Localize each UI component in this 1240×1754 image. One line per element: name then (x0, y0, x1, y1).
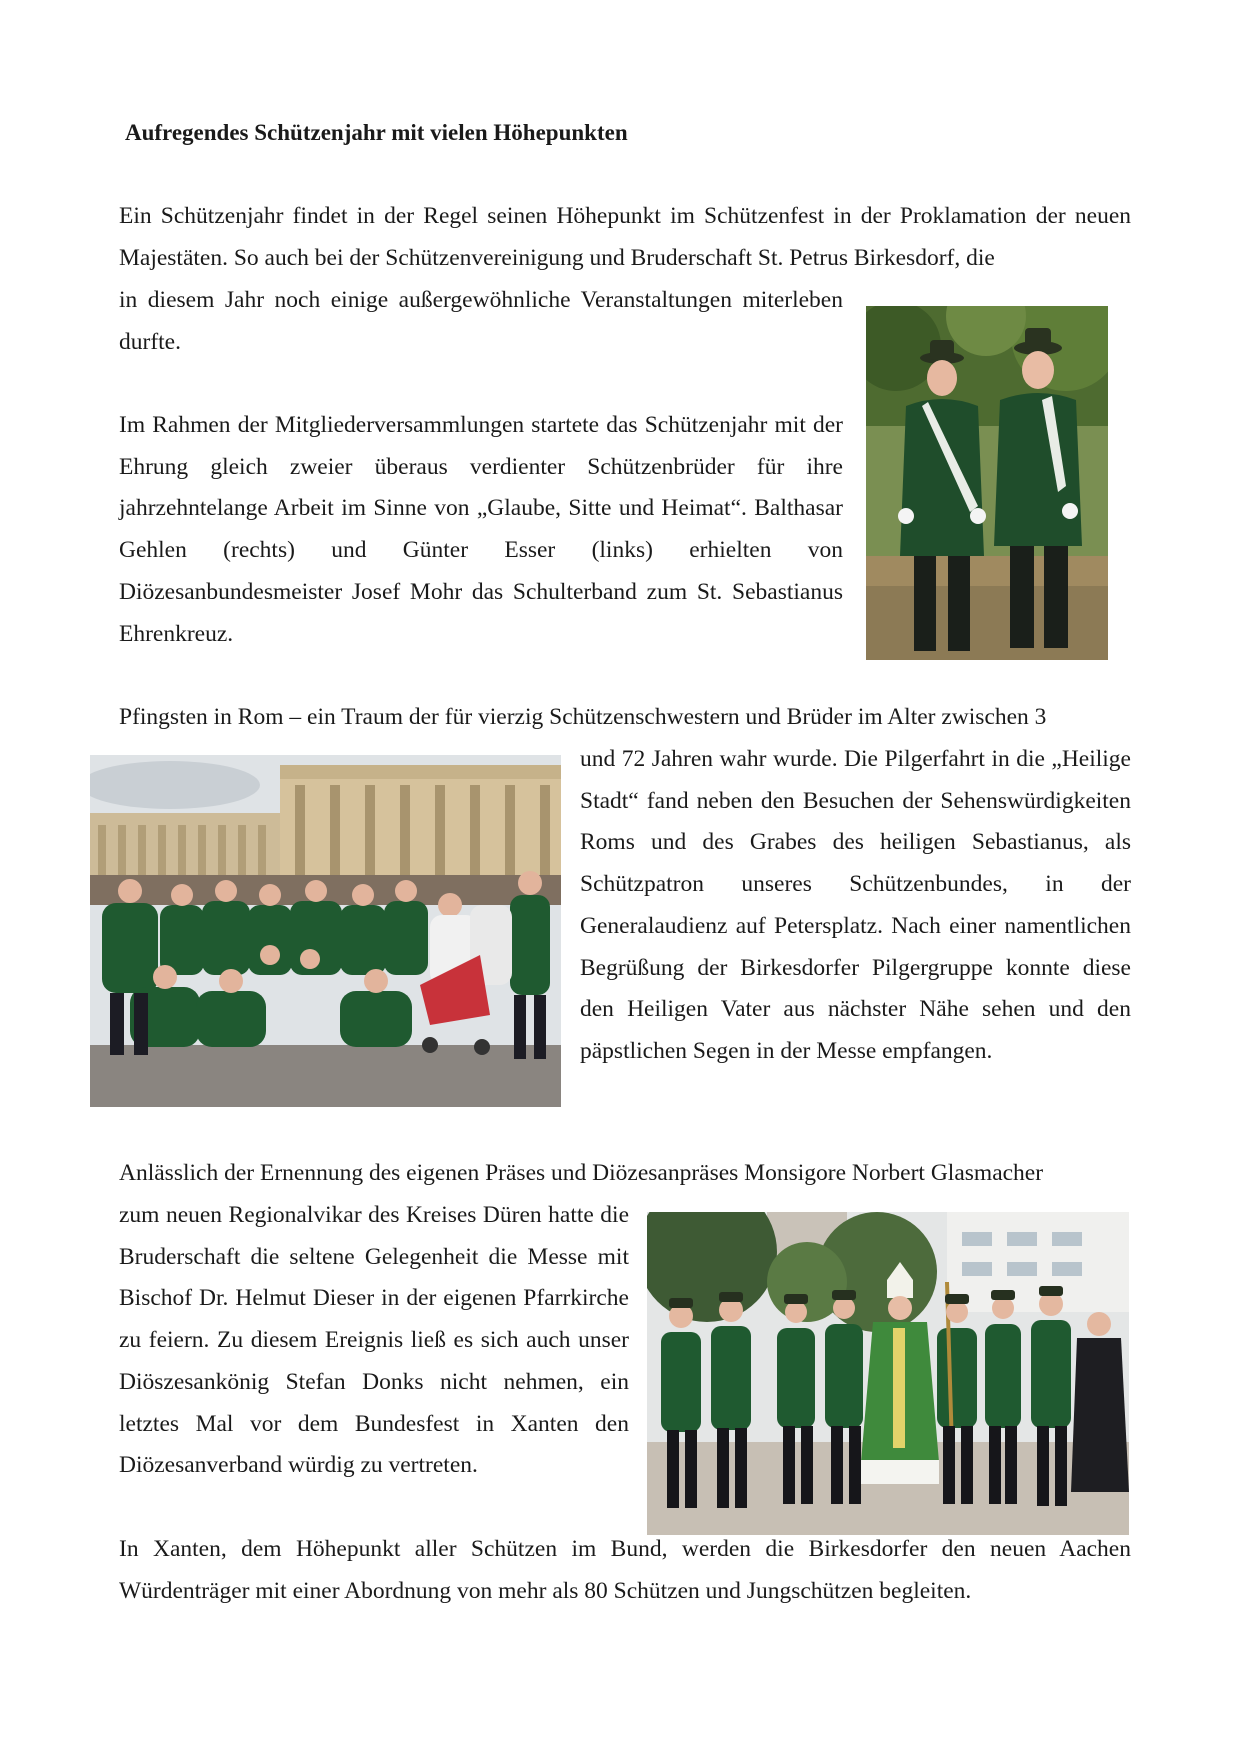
honors-paragraph: Im Rahmen der Mitgliederversammlungen startete das Schützenjahr mit der Ehrung gleich zweier überaus verdienter Schützenbrüder für ihre jahrzehntelange Arbeit im Sinne von „Glaube, Sitte und Heimat“. Balthasar Gehlen (rechts) und Günter Esser (links) erhielten von Diözesanbundesmeister Josef Mohr das Schulterband zum St. Sebastianus Ehrenkreuz. (119, 412, 843, 647)
rome-paragraph: und 72 Jahren wahr wurde. Die Pilgerfahrt in die „Heilige Stadt“ fand neben den Besuchen der Sehenswürdigkeiten Roms und des Grabes des heiligen Sebastianus, als Schützpatron unseres Schützenbundes, in der Generalaudienz auf Petersplatz. Nach einer namentlichen Begrüßung der Birkesdorfer Pilgergruppe konnte diese den Heiligen Vater aus nächster Nähe sehen und den päpstlichen Segen in der Messe empfangen. (580, 746, 1131, 1064)
bishop-group-photo (647, 1212, 1129, 1535)
honored-members-photo (866, 306, 1108, 660)
intro-continuation-paragraph: in diesem Jahr noch einige außergewöhnliche Veranstaltungen miterleben durfte. (119, 287, 843, 355)
intro-paragraph: Ein Schützenjahr findet in der Regel seinen Höhepunkt im Schützenfest in der Proklamation der neuen Majestäten. So auch bei der Schützenvereinigung und Bruderschaft St. Petrus Birkesdorf, die (119, 203, 1131, 271)
xanten-paragraph: In Xanten, dem Höhepunkt aller Schützen im Bund, werden die Birkesdorfer den neuen Aachen Würdenträger mit einer Abordnung von mehr als 80 Schützen und Jungschützen begleiten. (119, 1536, 1131, 1604)
bishop-paragraph-first-line: Anlässlich der Ernennung des eigenen Präses und Diözesanpräses Monsigore Norbert Glasmacher (119, 1160, 1044, 1186)
rome-group-photo (90, 755, 561, 1107)
rome-paragraph-first-line: Pfingsten in Rom – ein Traum der für vierzig Schützenschwestern und Brüder im Alter zwischen 3 (119, 704, 1047, 730)
bishop-paragraph: zum neuen Regionalvikar des Kreises Düren hatte die Bruderschaft die seltene Gelegenheit die Messe mit Bischof Dr. Helmut Dieser in der eigenen Pfarrkirche zu feiern. Zu diesem Ereignis ließ es sich auch unser Diöszesankönig Stefan Donks nicht nehmen, ein letztes Mal vor dem Bundesfest in Xanten den Diözesanverband würdig zu vertreten. (119, 1202, 629, 1479)
article-title: Aufregendes Schützenjahr mit vielen Höhepunkten (125, 120, 628, 145)
